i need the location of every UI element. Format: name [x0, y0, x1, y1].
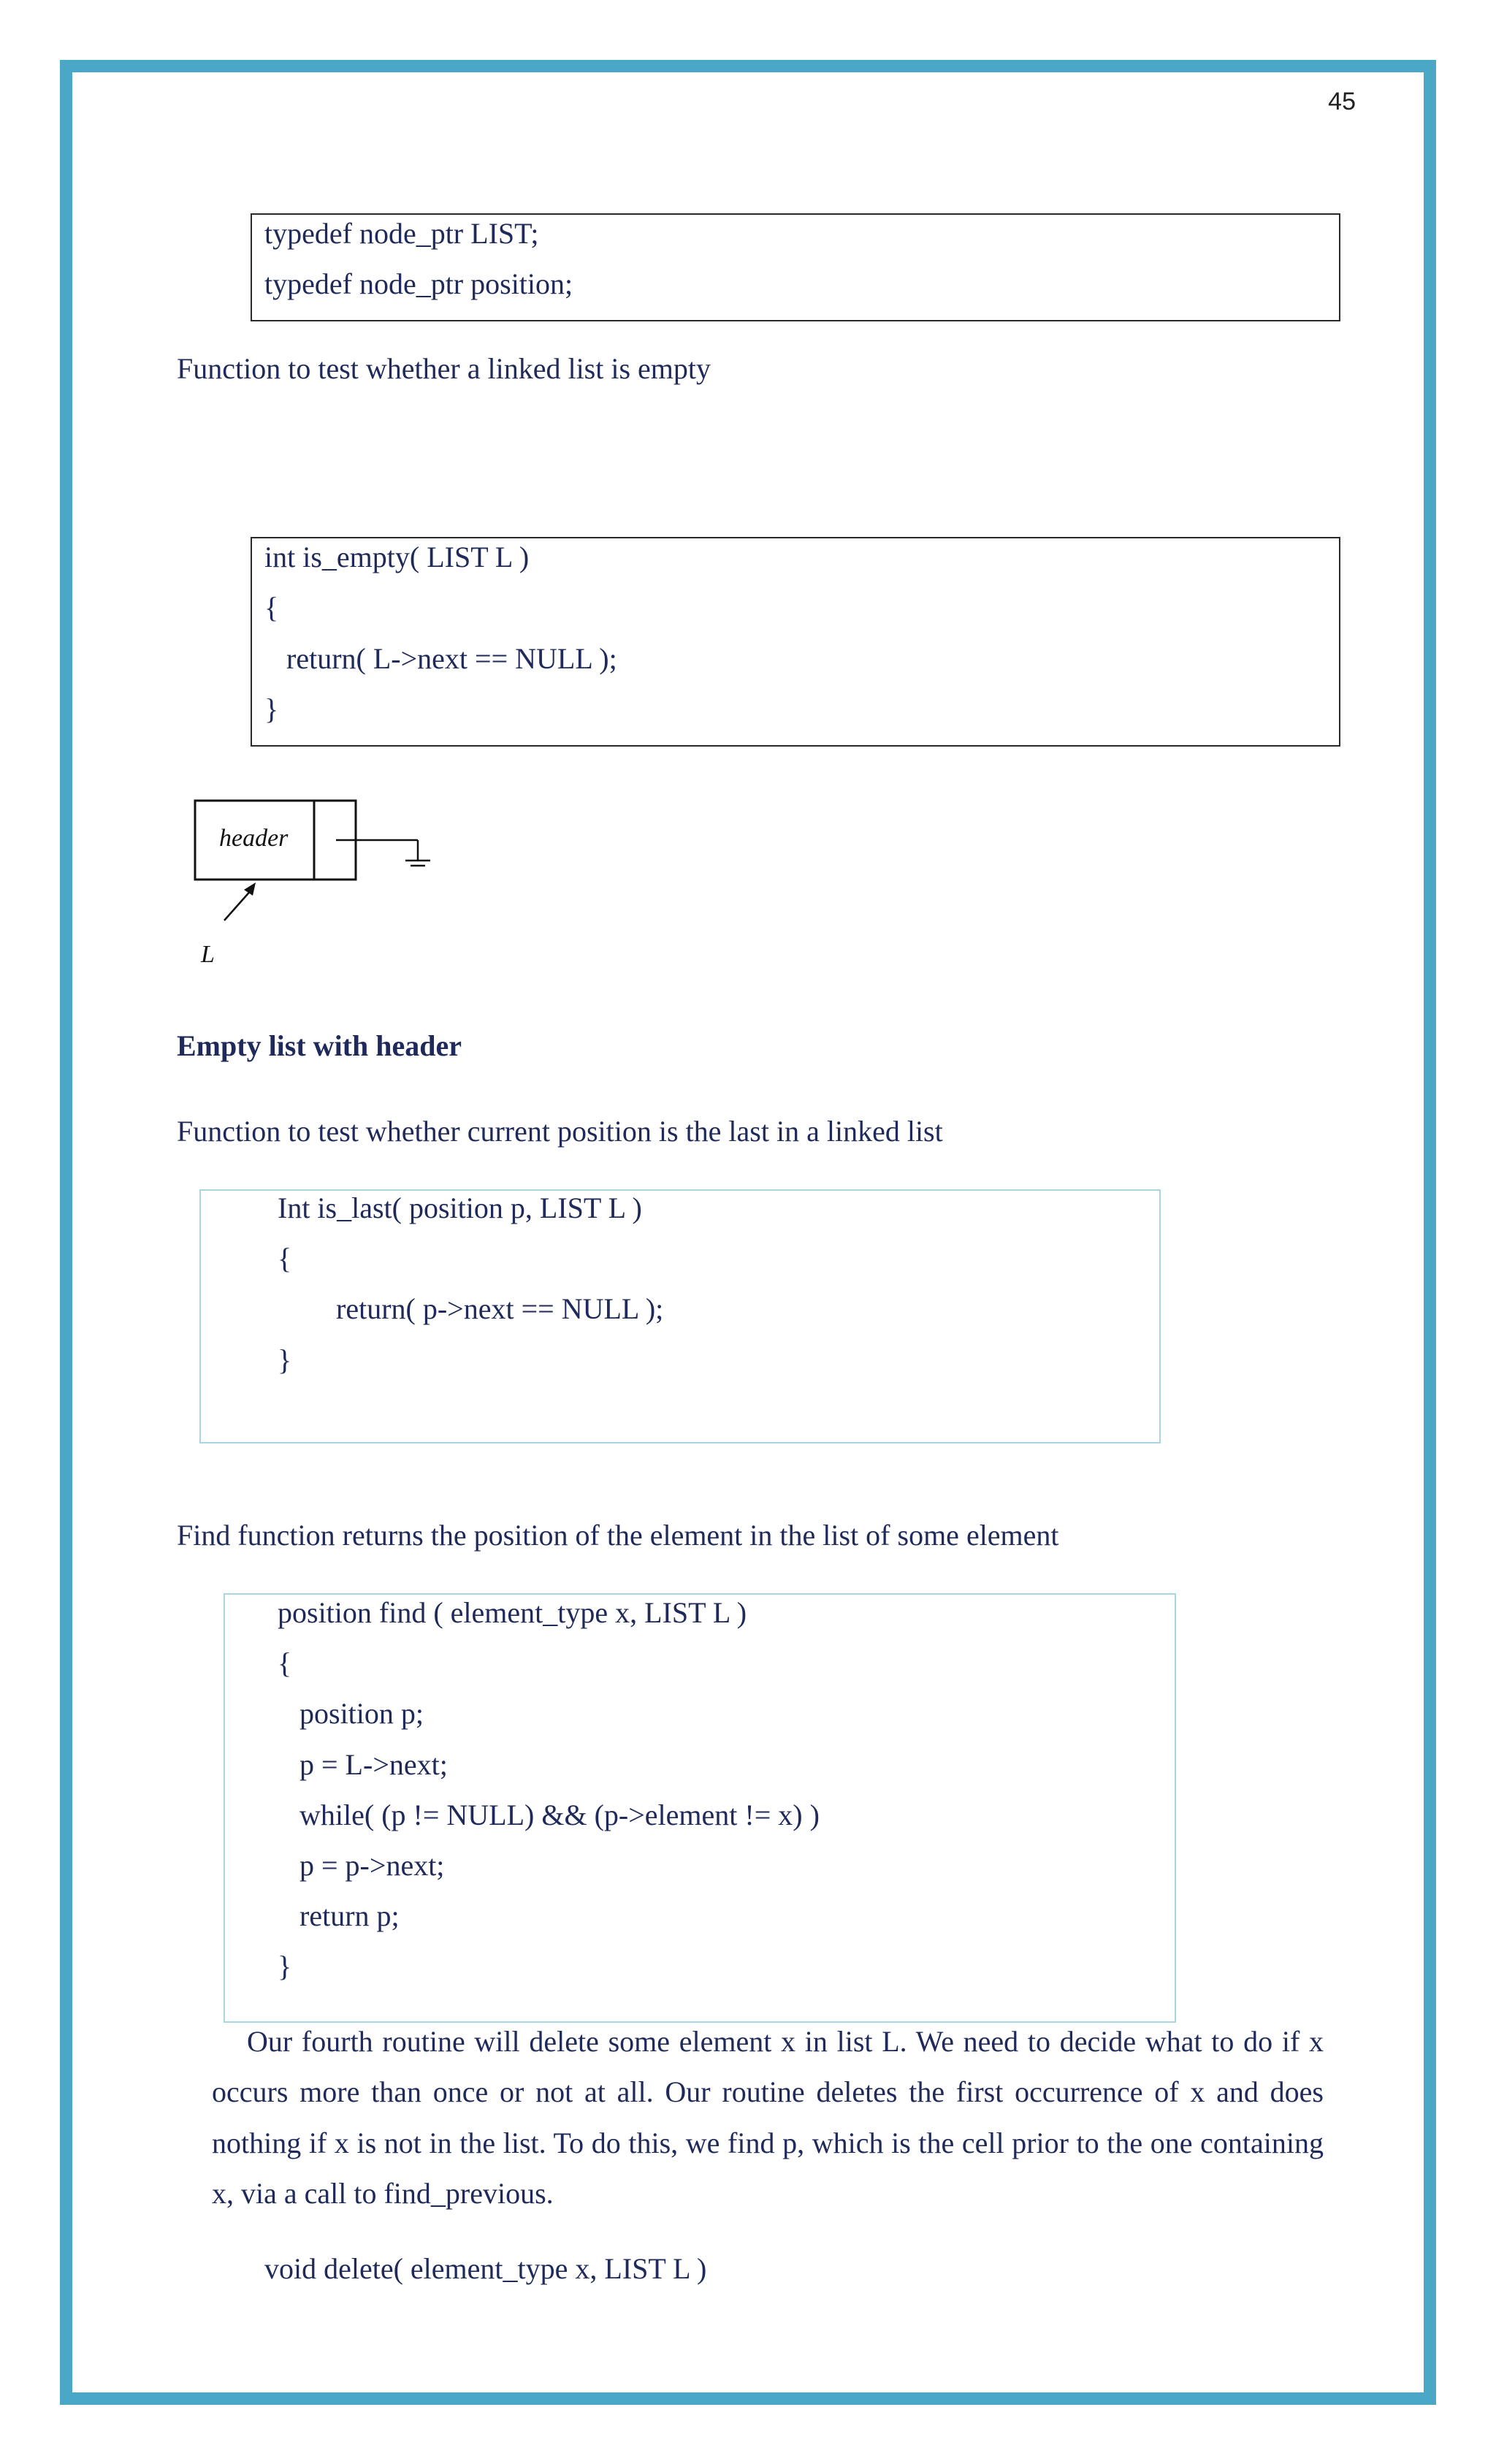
paragraph-line: occurs more than once or not at all. Our routine deletes the first occurrence of x and does	[212, 2075, 1324, 2108]
code-line-delete: void delete( element_type x, LIST L )	[264, 2252, 707, 2285]
header-node-label: header	[219, 825, 289, 852]
code-line: Int is_last( position p, LIST L )	[278, 1191, 642, 1224]
code-line: {	[264, 591, 279, 624]
code-line: position p;	[278, 1697, 424, 1730]
code-line: p = L->next;	[278, 1748, 448, 1781]
code-line: position find ( element_type x, LIST L )	[278, 1596, 747, 1629]
pointer-label: L	[201, 941, 215, 968]
code-line: typedef node_ptr LIST;	[264, 217, 539, 250]
caption-is-last: Function to test whether current position is the last in a linked list	[177, 1115, 943, 1148]
caption-empty-test: Function to test whether a linked list is empty	[177, 352, 711, 385]
code-line: typedef node_ptr position;	[264, 267, 573, 300]
code-line: return( L->next == NULL );	[264, 642, 617, 675]
code-line: return( p->next == NULL );	[278, 1292, 664, 1325]
code-line: }	[278, 1950, 292, 1983]
paragraph-line: x, via a call to find_previous.	[212, 2177, 554, 2210]
pointer-arrowhead	[244, 882, 256, 896]
code-line: }	[278, 1343, 292, 1376]
empty-list-diagram	[183, 789, 446, 979]
paragraph-line: nothing if x is not in the list. To do this, we find p, which is the cell prior to the one containing	[212, 2127, 1324, 2159]
caption-find: Find function returns the position of the element in the list of some element	[177, 1519, 1059, 1552]
pointer-arrow-shaft	[224, 888, 253, 920]
heading-empty-list: Empty list with header	[177, 1029, 462, 1062]
code-line: while( (p != NULL) && (p->element != x) )	[278, 1799, 820, 1831]
code-line: }	[264, 693, 279, 725]
code-line: int is_empty( LIST L )	[264, 541, 530, 573]
code-line: return p;	[278, 1899, 400, 1932]
code-line: p = p->next;	[278, 1849, 445, 1882]
code-line: {	[278, 1242, 292, 1275]
page-number: 45	[1328, 88, 1356, 115]
code-line: {	[278, 1647, 292, 1679]
paragraph-line: Our fourth routine will delete some element x in list L. We need to decide what to do if x	[247, 2025, 1324, 2058]
